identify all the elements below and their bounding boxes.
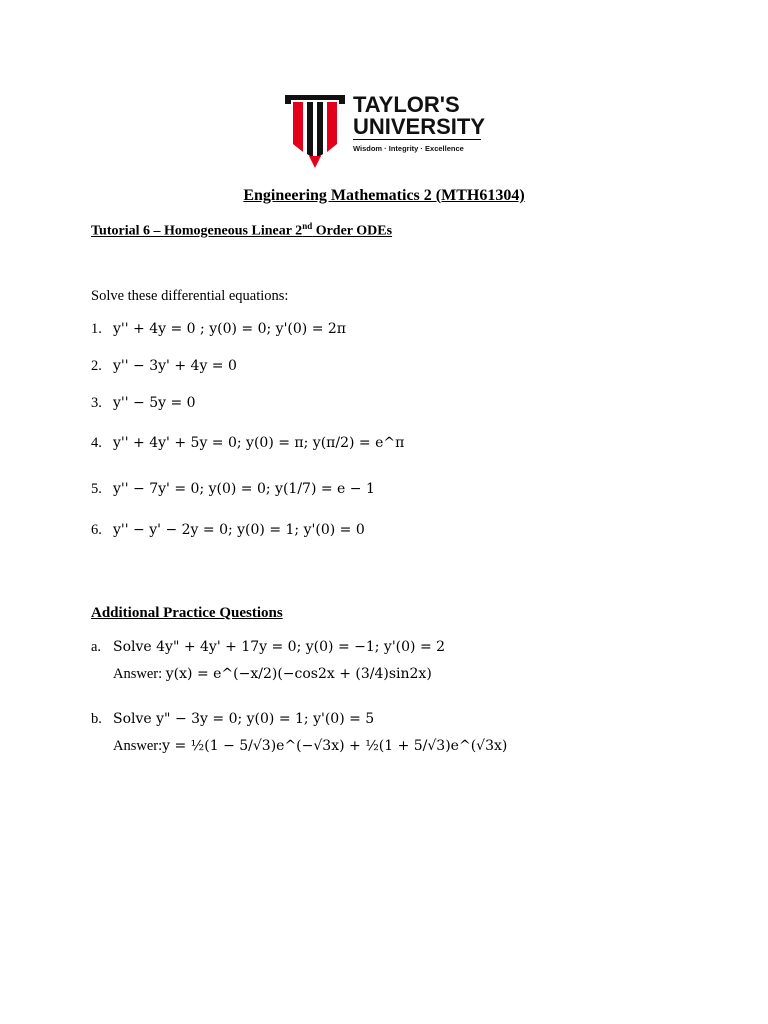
document-title: Engineering Mathematics 2 (MTH61304) [243,187,525,204]
question-equation: y'' + 4y' + 5y = 0; y(0) = π; y(π/2) = e^π [113,435,405,451]
practice-answer [113,666,432,683]
question-letter: b. [91,711,102,727]
answer-formula: y = ½(1 − 5/√3)e^(−√3x) + ½(1 + 5/√3)e^(√3x) [162,738,508,754]
question-number: 2. [91,358,102,374]
question-equation: y'' − 5y = 0 [113,395,196,411]
question-equation: y'' − 7y' = 0; y(0) = 0; y(1/7) = e − 1 [113,481,375,497]
question-equation: y'' + 4y = 0 ; y(0) = 0; y'(0) = 2π [113,321,346,337]
question-item [91,481,375,498]
practice-question [91,639,445,656]
practice-question-text: Solve y" − 3y = 0; y(0) = 1; y'(0) = 5 [113,711,375,727]
question-number: 3. [91,395,102,411]
taylors-university-logo [283,92,486,170]
question-item [91,522,365,539]
logo-tagline: Wisdom · Integrity · Excellence [353,144,464,153]
practice-answer [113,738,507,755]
instructions: Solve these differential equations: [91,288,289,304]
question-item [91,395,196,412]
university-name [353,94,485,138]
name-line-2: UNIVERSITY [353,114,486,139]
question-number: 4. [91,435,102,451]
subtitle-text: Tutorial 6 – Homogeneous Linear 2 [91,223,303,239]
answer-label: Answer: [113,738,163,754]
practice-question [91,711,374,728]
additional-practice-heading: Additional Practice Questions [91,605,283,621]
subtitle-text-end: Order ODEs [312,223,393,239]
question-equation: y'' − y' − 2y = 0; y(0) = 1; y'(0) = 0 [113,522,365,538]
question-item [91,358,237,375]
question-item [91,321,346,338]
subtitle-superscript: nd [302,221,313,231]
answer-formula: y(x) = e^(−x/2)(−cos2x + (3/4)sin2x) [165,666,432,682]
practice-question-text: Solve 4y" + 4y' + 17y = 0; y(0) = −1; y'(0) = 2 [113,639,446,655]
question-number: 1. [91,321,102,337]
taylors-crest-icon [283,92,347,170]
answer-label: Answer: [113,666,166,682]
logo-divider [353,139,481,140]
question-number: 5. [91,481,102,497]
question-letter: a. [91,639,102,655]
name-line-1: TAYLOR'S [353,92,460,117]
question-item [91,435,404,452]
question-number: 6. [91,522,102,538]
question-equation: y'' − 3y' + 4y = 0 [113,358,237,374]
tutorial-subtitle [91,221,392,240]
